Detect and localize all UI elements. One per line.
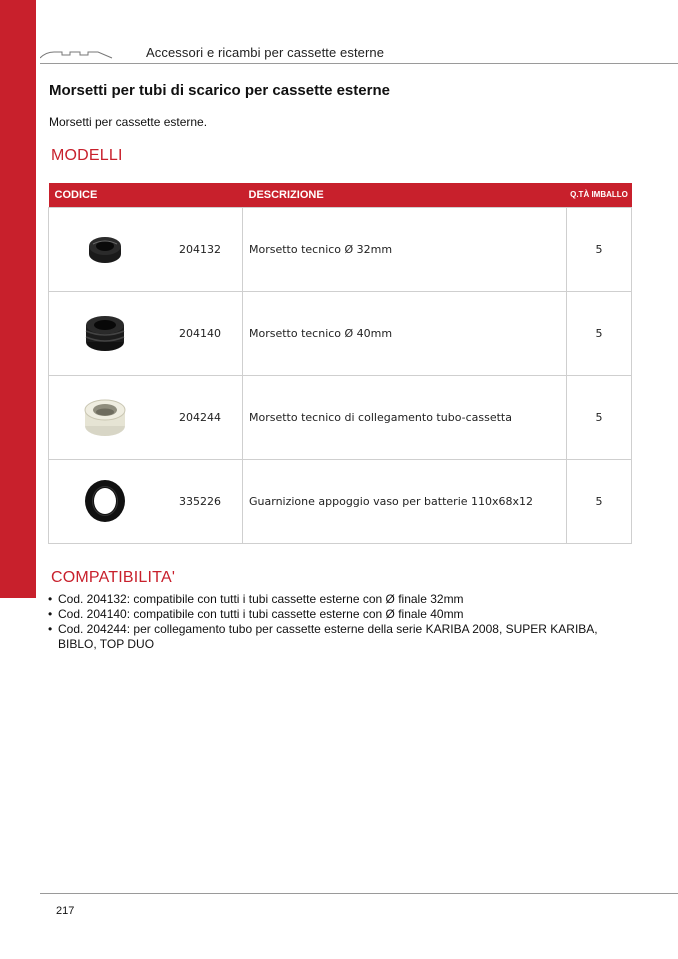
- product-qty: 5: [567, 375, 632, 459]
- product-image-cell: [49, 459, 162, 543]
- table-row: [49, 459, 632, 543]
- bullet-icon: •: [48, 592, 53, 606]
- header-qty: Q.TÀ IMBALLO: [567, 183, 632, 207]
- black-clamp-32-icon: [83, 229, 127, 269]
- models-heading: MODELLI: [51, 147, 123, 164]
- black-clamp-40-icon: [81, 311, 129, 355]
- bullet-icon: •: [48, 607, 53, 621]
- product-code: 204140: [162, 291, 243, 375]
- product-qty: 5: [567, 459, 632, 543]
- product-description-cell: Morsetto tecnico di collegamento tubo-cassetta: [243, 375, 567, 459]
- compat-text: Cod. 204244: per collegamento tubo per cassette esterne della serie KARIBA 2008, SUPER KARIBA, BIBLO, TOP DUO: [58, 622, 598, 651]
- product-code: 204244: [162, 375, 243, 459]
- white-clamp-icon: [80, 393, 130, 441]
- red-side-strip: [0, 0, 36, 598]
- product-image-cell: [49, 375, 162, 459]
- models-table: [48, 183, 632, 544]
- header-title: Accessori e ricambi per cassette esterne: [146, 45, 385, 60]
- product-description-cell: Guarnizione appoggio vaso per batterie 110x68x12: [243, 459, 567, 543]
- compat-text: Cod. 204132: compatibile con tutti i tubi cassette esterne con Ø finale 32mm: [58, 592, 464, 606]
- product-code: 204132: [162, 207, 243, 291]
- table-header-row: [49, 183, 632, 207]
- table-row: [49, 375, 632, 459]
- product-description-cell: Morsetto tecnico Ø 40mm: [243, 291, 567, 375]
- product-code: 335226: [162, 459, 243, 543]
- product-image-cell: [49, 291, 162, 375]
- footer-rule: [40, 893, 678, 894]
- header-rule: [40, 63, 678, 64]
- product-image-cell: [49, 207, 162, 291]
- list-item: [48, 607, 628, 622]
- compat-text: Cod. 204140: compatibile con tutti i tubi cassette esterne con Ø finale 40mm: [58, 607, 464, 621]
- header-description: DESCRIZIONE: [243, 183, 567, 207]
- bullet-icon: •: [48, 622, 53, 636]
- black-gasket-ring-icon: [81, 477, 129, 525]
- product-description-cell: Morsetto tecnico Ø 32mm: [243, 207, 567, 291]
- list-item: [48, 622, 628, 652]
- product-description: Morsetti per cassette esterne.: [49, 115, 208, 129]
- page-number: 217: [56, 905, 75, 917]
- table-row: [49, 207, 632, 291]
- table-row: [49, 291, 632, 375]
- list-item: [48, 592, 628, 607]
- product-qty: 5: [567, 207, 632, 291]
- compatibility-heading: COMPATIBILITA': [51, 569, 176, 586]
- header-code: CODICE: [49, 183, 243, 207]
- product-title: Morsetti per tubi di scarico per cassette esterne: [49, 82, 390, 99]
- compatibility-list: [48, 592, 628, 652]
- product-qty: 5: [567, 291, 632, 375]
